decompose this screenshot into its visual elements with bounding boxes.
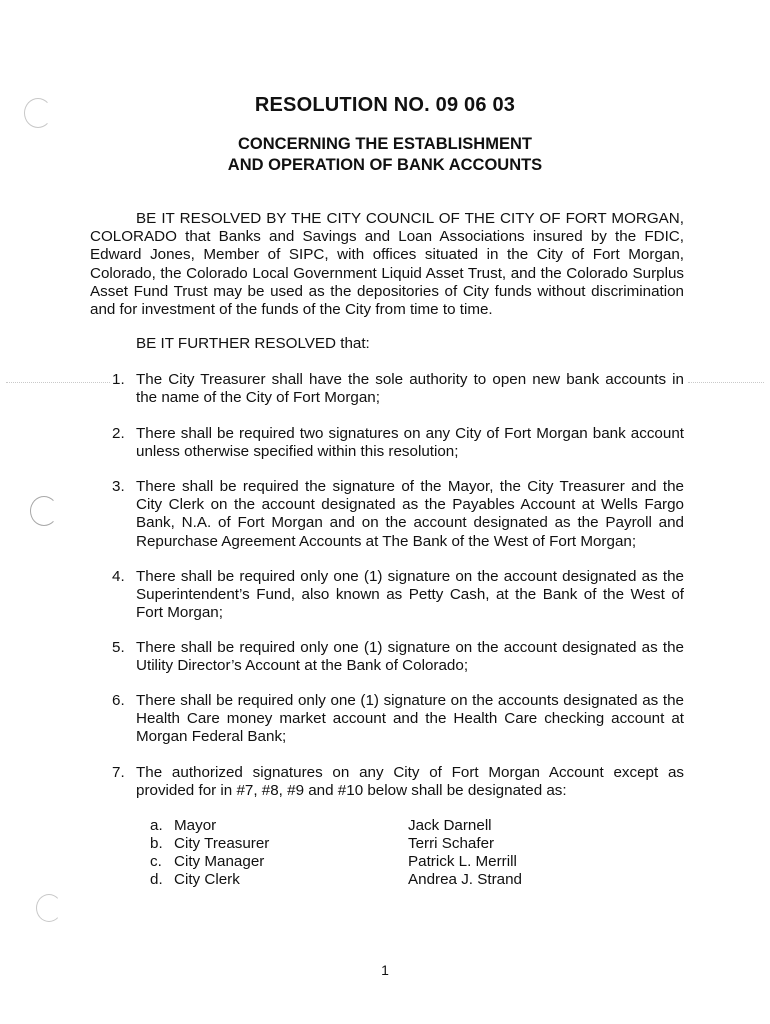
further-resolved-paragraph: BE IT FURTHER RESOLVED that: <box>136 335 370 352</box>
signatory-role: City Manager <box>174 853 265 870</box>
item-number: 2. <box>112 425 125 442</box>
item-number: 6. <box>112 692 125 709</box>
page-number: 1 <box>381 962 389 978</box>
item-number: 5. <box>112 639 125 656</box>
scan-line-left <box>6 382 110 383</box>
subtitle-line-2: AND OPERATION OF BANK ACCOUNTS <box>227 156 543 174</box>
item-number: 7. <box>112 764 125 781</box>
item-number: 4. <box>112 568 125 585</box>
subtitle-line-1: CONCERNING THE ESTABLISHMENT <box>238 135 532 153</box>
item-number: 3. <box>112 478 125 495</box>
item-number: 1. <box>112 371 125 388</box>
item-text: The City Treasurer shall have the sole authority to open new bank accounts in the name of the City of Fort Morgan; <box>136 371 684 407</box>
signatory-letter: d. <box>150 871 163 888</box>
signatory-name: Terri Schafer <box>408 835 495 852</box>
signatory-name: Patrick L. Merrill <box>408 853 517 870</box>
signatory-role: City Treasurer <box>174 835 270 852</box>
signatory-letter: c. <box>150 853 162 870</box>
resolved-paragraph: BE IT RESOLVED BY THE CITY COUNCIL OF THE CITY OF FORT MORGAN, COLORADO that Banks and Savings and Loan Associations insured by the FDIC, Edward Jones, Member of SIPC, with offices situated in the City of Fort Morgan, Colorado, the Colorado Local Government Liquid Asset Trust, and the Colorado Surplus Asset Fund Trust may be used as the depositories of City funds without discrimination and for investment of the funds of the City from time to time. <box>90 210 684 319</box>
signatory-name: Andrea J. Strand <box>408 871 522 888</box>
item-text: There shall be required only one (1) signature on the accounts designated as the Health Care money market account and the Health Care checking account at Morgan Federal Bank; <box>136 692 684 746</box>
item-text: There shall be required two signatures on any City of Fort Morgan bank account unless otherwise specified within this resolution; <box>136 425 684 461</box>
signatory-letter: b. <box>150 835 163 852</box>
signatory-role: City Clerk <box>174 871 240 888</box>
punch-hole-bottom <box>36 894 62 922</box>
item-text: The authorized signatures on any City of Fort Morgan Account except as provided for in #7, #8, #9 and #10 below shall be designated as: <box>136 764 684 800</box>
punch-hole-middle <box>30 496 58 526</box>
item-text: There shall be required only one (1) signature on the account designated as the Utility Director’s Account at the Bank of Colorado; <box>136 639 684 675</box>
signatory-role: Mayor <box>174 817 217 834</box>
scan-line-right <box>688 382 764 383</box>
signatory-name: Jack Darnell <box>408 817 492 834</box>
item-text: There shall be required the signature of the Mayor, the City Treasurer and the City Clerk on the account designated as the Payables Account at Wells Fargo Bank, N.A. of Fort Morgan and on the account designated as the Payroll and Repurchase Agreement Accounts at The Bank of the West of Fort Morgan; <box>136 478 684 550</box>
signatory-letter: a. <box>150 817 163 834</box>
resolution-title: RESOLUTION NO. 09 06 03 <box>254 94 516 116</box>
item-text: There shall be required only one (1) signature on the account designated as the Superintendent’s Fund, also known as Petty Cash, at the Bank of the West of Fort Morgan; <box>136 568 684 622</box>
